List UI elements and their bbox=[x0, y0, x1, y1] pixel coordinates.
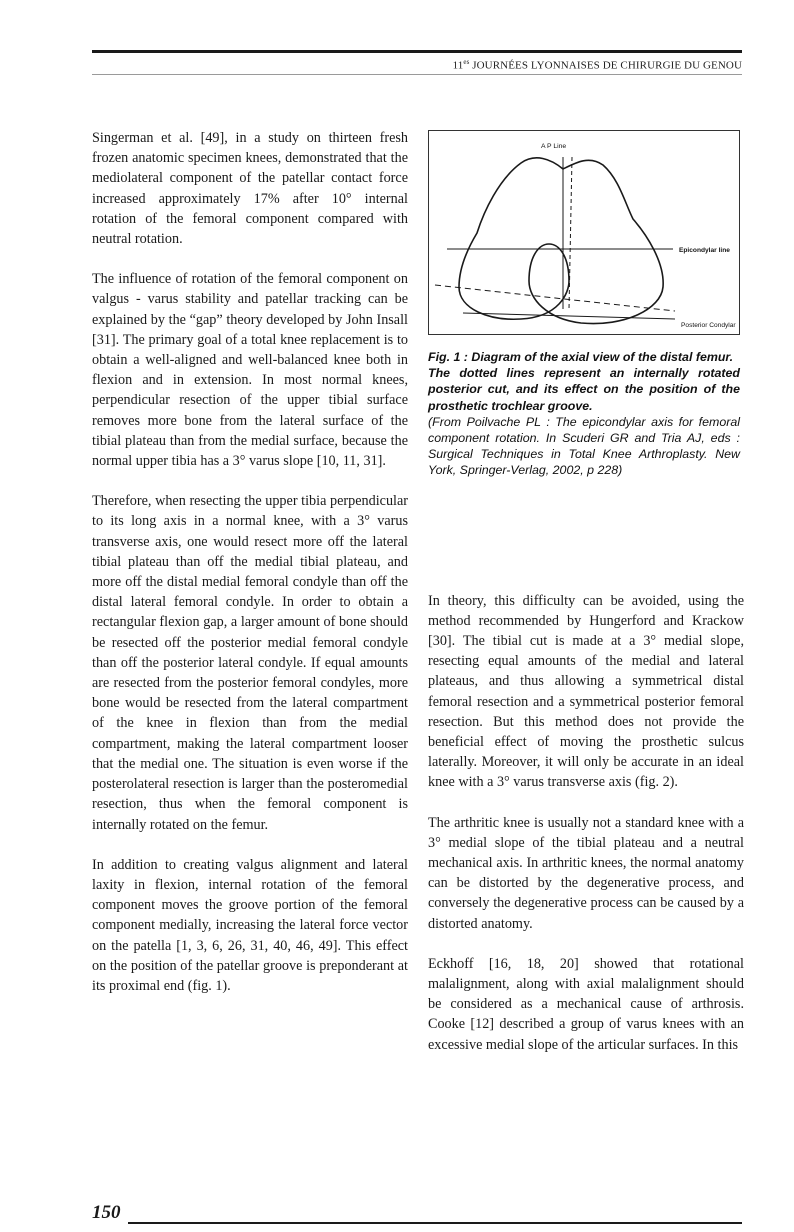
page-number: 150 bbox=[92, 1202, 121, 1223]
header-rule bbox=[92, 50, 742, 53]
right-column-body bbox=[428, 591, 744, 1055]
caption-title: Fig. 1 : Diagram of the axial view of the distal femur. bbox=[428, 350, 734, 364]
header-thin-rule bbox=[92, 74, 742, 75]
paragraph: Eckhoff [16, 18, 20] showed that rotational malalignment, along with axial malalignment should be considered as a mechanical cause of arthrosis. Cooke [12] described a group of varus knees with an excessive medial slope of the articular surfaces. In this bbox=[428, 955, 744, 1053]
figure-caption bbox=[428, 349, 740, 479]
paragraph: Therefore, when resecting the upper tibia perpendicular to its long axis in a normal knee, with a 3° varus transverse axis, one would resect more off the lateral tibial plateau than off the medial tibial plateau, and more off the distal medial femoral condyle than off the distal lateral femoral condyle. In order to obtain a rectangular flexion gap, a larger amount of bone should be resected off the posterior medial femoral condyle than off the posterior lateral condyle. If equal amounts are resected from the posterior femoral condyles, more bone would be resected from the lateral compartment of the knee in flexion than from the medial compartment, making the lateral compartment looser that the medial one. The situation is even worse if the posterolateral resection is larger than the posteromedial resection, thus when the femoral component is internally rotated on the femur. bbox=[92, 493, 408, 833]
caption-source: (From Poilvache PL : The epicondylar axis for femoral component rotation. In Scuderi GR and Tria AJ, eds : Surgical Techniques in Total Knee Arthroplasty. New York, Springer-Verlag, 2002, p 228) bbox=[428, 414, 740, 478]
posterior-condylar-label: Posterior Condylar bbox=[681, 322, 736, 329]
running-head-title: JOURNÉES LYONNAISES DE CHIRURGIE DU GENOU bbox=[472, 59, 742, 72]
footer-rule bbox=[128, 1222, 742, 1224]
running-head bbox=[92, 58, 742, 72]
paragraph: In addition to creating valgus alignment and lateral laxity in flexion, internal rotation of the femoral component moves the groove portion of the femoral component medially, increasing the lateral force vector on the patella [1, 3, 6, 26, 31, 40, 46, 49]. This effect on the position of the patellar groove is preponderant at its proximal end (fig. 1). bbox=[92, 856, 408, 994]
right-column bbox=[428, 128, 744, 1055]
caption-description: The dotted lines represent an internally rotated posterior cut, and its effect on the position of the prosthetic trochlear groove. bbox=[428, 366, 740, 413]
paragraph: The influence of rotation of the femoral component on valgus - varus stability and patellar tracking can be explained by the “gap” theory developed by John Insall [31]. The primary goal of a total knee replacement is to obtain a well-aligned and well-balanced knee both in flexion and in extension. In most normal knees, perpendicular resection of the upper tibial surface removes more bone from the lateral surface of the tibial plateau than from the medial surface, because the normal upper tibia has a 3° varus slope [10, 11, 31]. bbox=[92, 271, 408, 470]
epicondylar-line-label: Epicondylar line bbox=[679, 247, 730, 254]
running-head-ordinal-suffix: es bbox=[463, 58, 470, 66]
paragraph: Singerman et al. [49], in a study on thirteen fresh frozen anatomic specimen knees, demonstrated that the mediolateral component of the patellar contact force increased approximately 17% after 10° internal rotation of the femoral component compared with neutral rotation. bbox=[92, 130, 408, 248]
figure-1 bbox=[428, 130, 740, 335]
distal-femur-diagram bbox=[429, 131, 739, 334]
left-column bbox=[92, 128, 408, 996]
paragraph: In theory, this difficulty can be avoided, using the method recommended by Hungerford and Krackow [30]. The tibial cut is made at a 3° medial slope, resecting equal amounts of the medial and lateral plateaus, and thus allowing a symmetrical distal femoral resection and a symmetrical posterior femoral resection. But this method does not provide the beneficial effect of moving the prosthetic sulcus laterally. Moreover, it will only be accurate in an ideal knee with a 3° varus transverse axis (fig. 2). bbox=[428, 592, 744, 791]
paragraph: The arthritic knee is usually not a standard knee with a 3° medial slope of the tibial plateau and a neutral mechanical axis. In arthritic knees, the normal anatomy can be distorted by the degenerative process, and conversely the degenerative process can be caused by a distorted anatomy. bbox=[428, 814, 744, 932]
running-head-ordinal: 11 bbox=[452, 59, 464, 72]
femur-outline bbox=[459, 158, 663, 324]
ap-line-rotated bbox=[569, 157, 572, 309]
ap-line-label: A P Line bbox=[541, 143, 567, 150]
